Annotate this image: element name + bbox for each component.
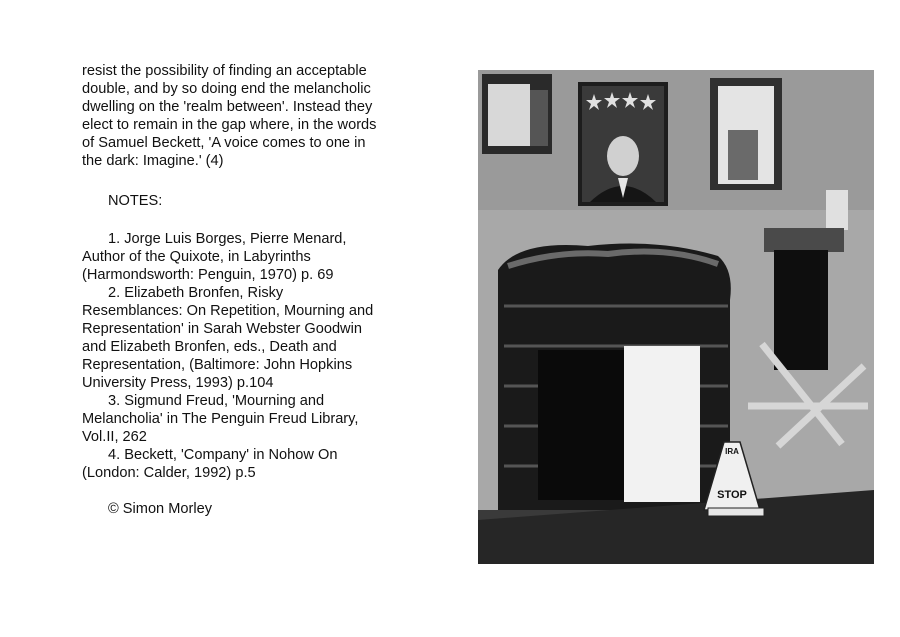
note-2: 2. Elizabeth Bronfen, Risky Resemblances: On Repetition, Mourning and Representation' in Sarah Webster Goodwin and Elizabeth Bronfen, eds., Death and Representation, (Baltimore: John Hopkins University Press, 1993) p.104 (82, 285, 374, 391)
copyright-line: © Simon Morley (108, 501, 213, 517)
note-1: 1. Jorge Luis Borges, Pierre Menard, Author of the Quixote, in Labyrinths (Harmondsworth: Penguin, 1970) p. 69 (82, 231, 347, 283)
notes-heading: NOTES: (108, 193, 163, 209)
note-4: 4. Beckett, 'Company' in Nohow On (London: Calder, 1992) p.5 (82, 447, 338, 481)
text-column (82, 62, 382, 518)
photo-building-facade (478, 70, 874, 564)
cone-top-text: IRA (725, 447, 739, 456)
upper-right-window (710, 78, 782, 190)
sandbag-bunker (498, 244, 731, 510)
cone-bottom-text: STOP (717, 489, 747, 501)
note-3: 3. Sigmund Freud, 'Mourning and Melancholia' in The Penguin Freud Library, Vol.II, 262 (82, 393, 359, 445)
intro-paragraph: resist the possibility of finding an acceptable double, and by so doing end the melancholic dwelling on the 'realm between'. Instead they elect to remain in the gap where, in the words of Samuel Beckett, 'A voice comes to one in the dark: Imagine.' (4) (82, 63, 377, 169)
portrait-poster (578, 82, 668, 206)
upper-left-window (482, 74, 552, 154)
